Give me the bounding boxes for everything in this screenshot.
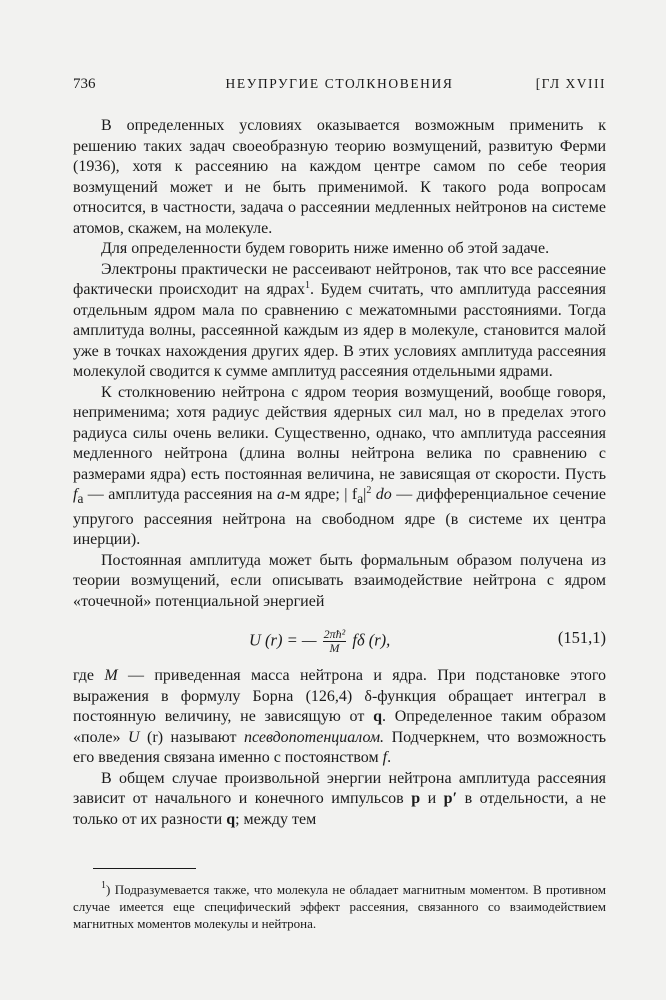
- footnote: [73, 881, 606, 932]
- chapter-label: [ГЛ XVIII: [535, 76, 606, 91]
- footnote-divider: [93, 868, 196, 869]
- equation-formula: U (r) = — $\frac{\text{2πħ²}}{M}$ fδ (r),: [249, 627, 391, 656]
- paragraph-5: Постоянная амплитуда может быть формальным образом получена из теории возмущений, если описывать взаимодействие нейтрона с ядром «точечной» потенциальной энергией: [73, 551, 606, 610]
- footnote-text: ) Подразумевается также, что молекула не обладает магнитным моментом. В противном случае имеется еще специфический эффект рассеяния, связанного со взаимодействием магнитных моментов молекулы и нейтрона.: [73, 882, 606, 931]
- equation-number: (151,1): [557, 628, 606, 648]
- page-number: 736: [73, 76, 96, 92]
- footnote-marker: 1: [101, 880, 106, 891]
- running-title: НЕУПРУГИЕ СТОЛКНОВЕНИЯ: [225, 76, 454, 91]
- paragraph-6: где M — приведенная масса нейтрона и ядра. При подстановке этого выражения в формулу Борна (126,4) δ-функция обращает интеграл в постоянную величину, не зависящую от q. Определенное таким образом «поле» U (r) называют псевдопотенциалом. Подчеркнем, что возможность его введения связана именно с постоянством f.: [73, 667, 607, 767]
- running-header: [73, 76, 606, 98]
- paragraph-7: В общем случае произвольной энергии нейтрона амплитуда рассеяния зависит от начального и конечного импульсов p и p′ в отдельности, а не только от их разности q; между тем: [73, 769, 607, 828]
- footnote-ref: 1: [305, 280, 311, 291]
- paragraph-3: Электроны практически не рассеивают нейтронов, так что все рассеяние фактически происходит на ядрах$^1$. Будем считать, что амплитуда рассеяния отдельным ядром мала по сравнению с межатомными расстояниями. Тогда амплитуда волны, рассеянной каждым из ядер в молекуле, становится малой уже в точках нахождения других ядер. В этих условиях амплитуда рассеяния молекулой сводится к сумме амплитуд рассеяния отдельными ядрами.: [73, 260, 606, 380]
- equation-151-1: [73, 618, 606, 662]
- equation-fraction: $\frac{\text{2πħ²}}{M}$: [323, 627, 346, 656]
- paragraph-4: К столкновению нейтрона с ядром теория возмущений, вообще говоря, неприменима; хотя радиус действия ядерных сил мал, но в пределах этого радиуса силы очень велики. Существенно, однако, что амплитуда рассеяния медленного нейтрона (длина волны нейтрона велика по сравнению с размерами ядра) есть постоянная величина, не зависящая от скорости. Пусть $f_a$ — амплитуда рассеяния на a-м ядре; | $f_a|^2$ do — дифференциальное сечение упругого рассеяния нейтрона на свободном ядре (в системе их центра инерции).: [73, 383, 607, 549]
- main-text: [73, 116, 606, 830]
- paragraph-2: Для определенности будем говорить ниже именно об этой задаче.: [101, 240, 550, 257]
- paragraph-1: В определенных условиях оказывается возможным применить к решению таких задач своеобразную теорию возмущений, развитую Ферми (1936), хотя к рассеянию на каждом центре самом по себе теория возмущений может и не быть применимой. К такого рода вопросам относится, в частности, задача о рассеянии медленных нейтронов на системе атомов, скажем, на молекуле.: [73, 117, 606, 237]
